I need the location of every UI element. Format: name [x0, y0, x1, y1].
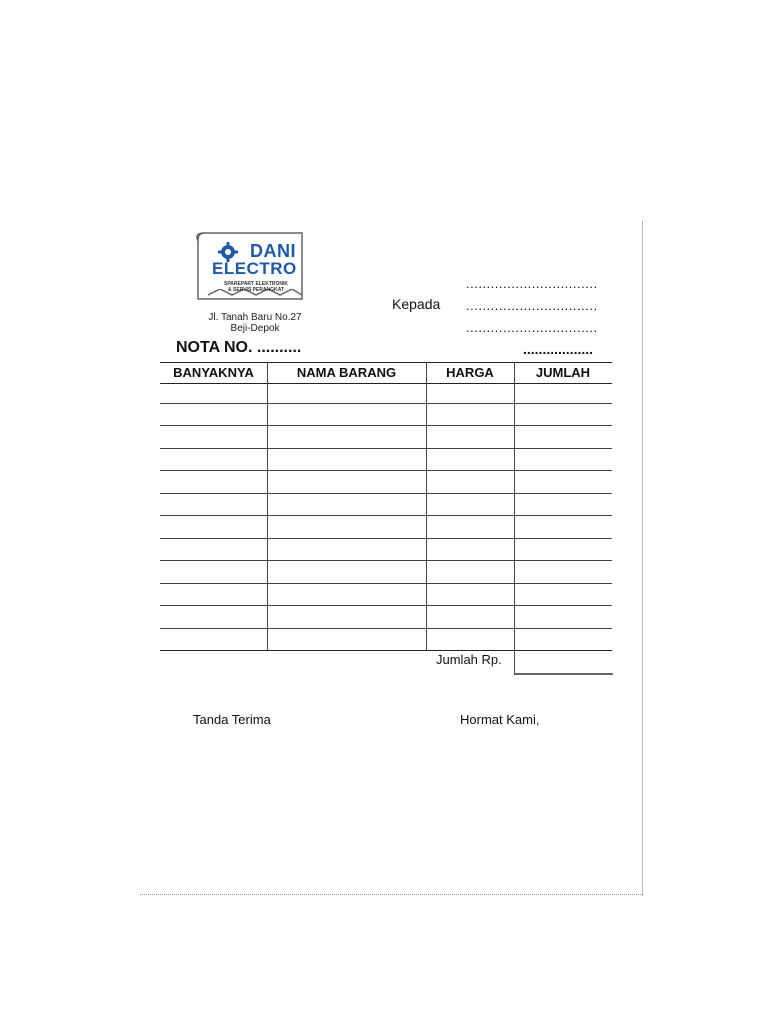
- header-harga: HARGA: [446, 365, 494, 380]
- column-divider: [426, 362, 427, 650]
- header-jumlah: JUMLAH: [535, 365, 591, 380]
- header-nama-barang: NAMA BARANG: [296, 365, 397, 380]
- address-line1: Jl. Tanah Baru No.27: [208, 312, 302, 323]
- page-edge-right: [642, 220, 643, 896]
- table-row[interactable]: [160, 538, 612, 539]
- kepada-label: Kepada: [392, 296, 441, 312]
- recipient-line3[interactable]: ................................: [466, 320, 598, 335]
- header-banyaknya: BANYAKNYA: [173, 365, 254, 380]
- table-row[interactable]: [160, 403, 612, 404]
- logo-name-line2: ELECTRO: [212, 259, 297, 278]
- table-row[interactable]: [160, 448, 612, 449]
- page-edge-bottom: [140, 894, 643, 895]
- nota-number[interactable]: NOTA NO. ..........: [176, 339, 302, 356]
- logo-name-line1: DANI: [250, 241, 296, 261]
- table-header: [160, 362, 612, 384]
- logo-tagline2: & SERVIS PERANGKAT: [228, 287, 284, 293]
- table-row[interactable]: [160, 425, 612, 426]
- signature-receiver: Tanda Terima: [193, 712, 271, 727]
- table-row[interactable]: [160, 493, 612, 494]
- table-row[interactable]: [160, 583, 612, 584]
- table-row[interactable]: [160, 560, 612, 561]
- total-label: Jumlah Rp.: [436, 652, 502, 667]
- total-amount-field[interactable]: [514, 650, 613, 675]
- address-line2: Beji-Depok: [230, 323, 280, 334]
- table-row[interactable]: [160, 515, 612, 516]
- nota-date[interactable]: ..................: [523, 341, 594, 357]
- table-row[interactable]: [160, 605, 612, 606]
- table-row[interactable]: [160, 470, 612, 471]
- column-divider: [267, 362, 268, 650]
- logo-tagline1: SPAREPART ELEKTRONIK: [224, 281, 288, 287]
- signature-sender: Hormat Kami,: [460, 712, 540, 727]
- items-table: [160, 362, 612, 384]
- column-divider: [514, 362, 515, 650]
- recipient-line1[interactable]: ................................: [466, 276, 598, 291]
- recipient-line2[interactable]: ................................: [466, 298, 598, 313]
- table-row[interactable]: [160, 628, 612, 629]
